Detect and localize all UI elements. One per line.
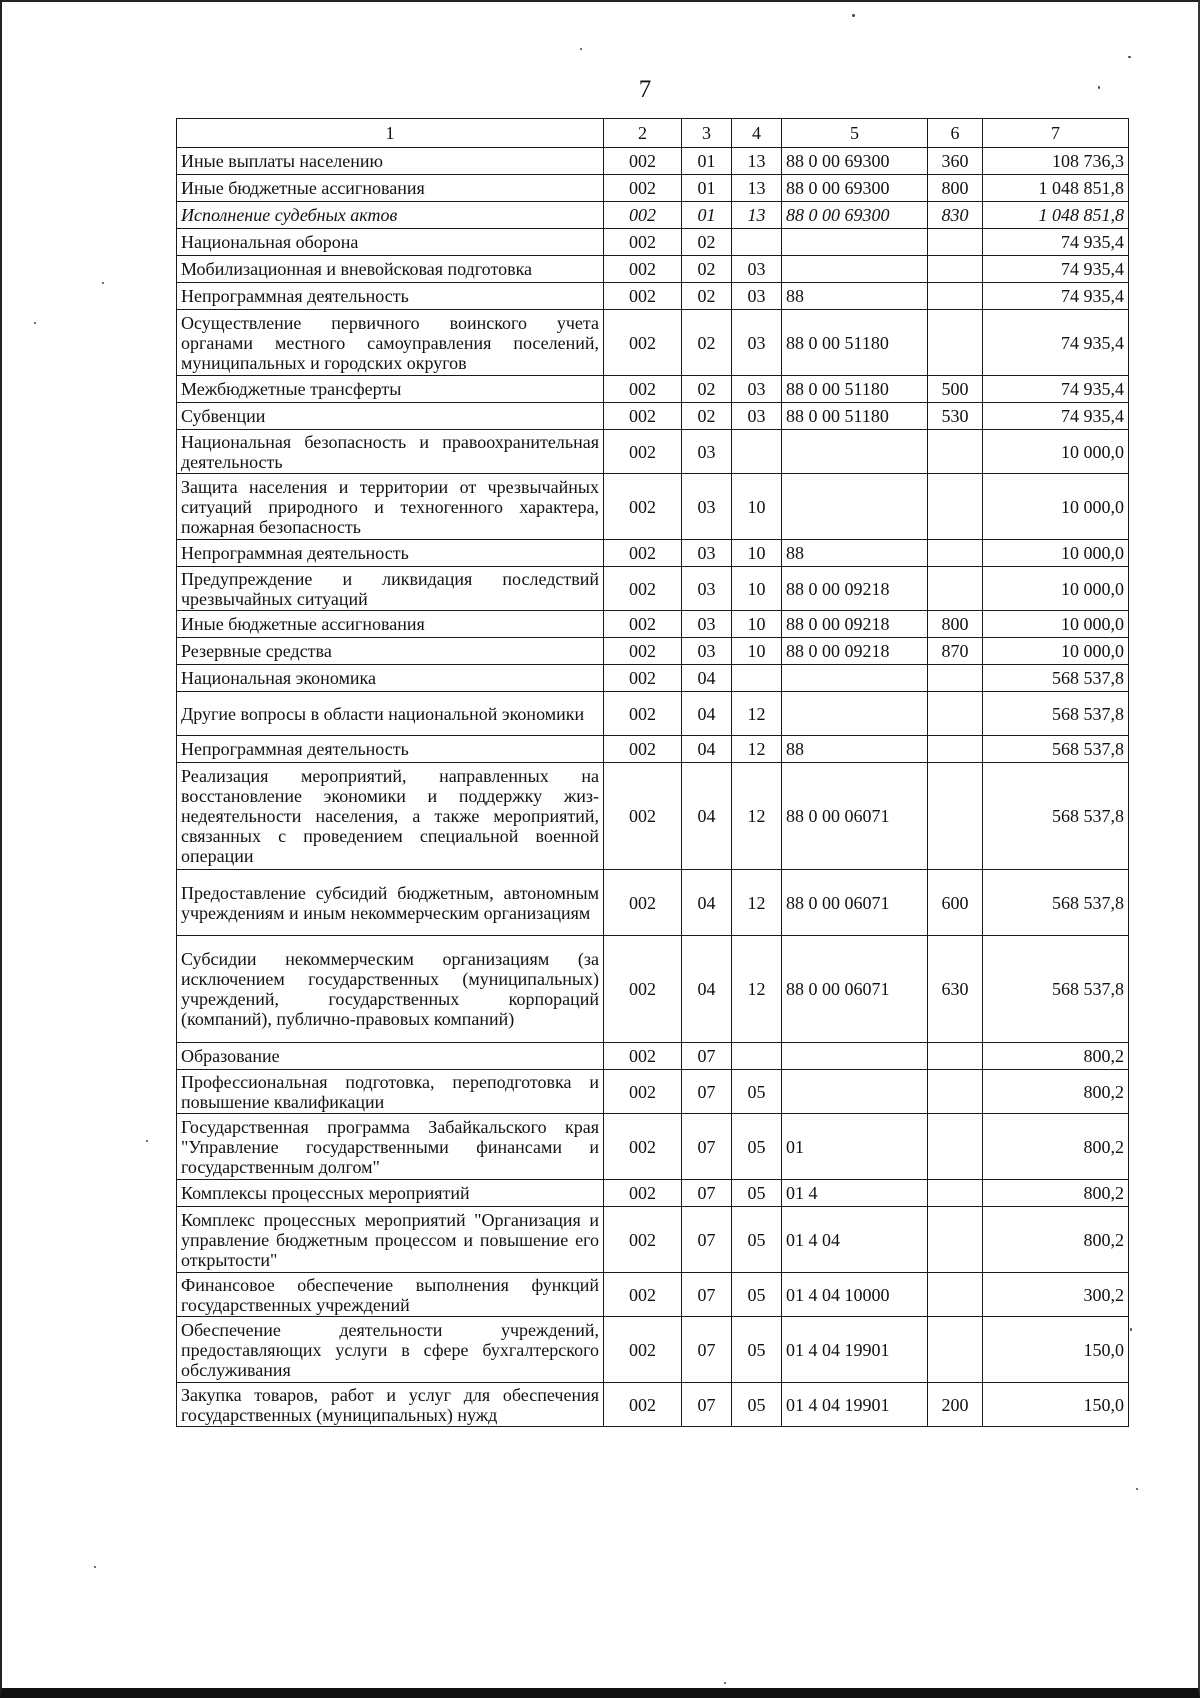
row-admin: 002 [604, 936, 682, 1043]
row-amount: 800,2 [983, 1207, 1129, 1273]
row-target-article: 88 0 00 51180 [782, 403, 928, 430]
row-name: Финансовое обеспечение выполнения функций государственных учреждений [177, 1273, 604, 1317]
row-amount: 1 048 851,8 [983, 202, 1129, 229]
row-expense-type [928, 736, 983, 763]
row-subsection: 12 [732, 936, 782, 1043]
row-target-article [782, 256, 928, 283]
table-row [177, 229, 1129, 256]
row-section: 07 [682, 1070, 732, 1114]
row-subsection: 03 [732, 310, 782, 376]
row-section: 02 [682, 310, 732, 376]
column-header-subsection: 4 [732, 119, 782, 148]
row-target-article [782, 430, 928, 474]
row-admin: 002 [604, 202, 682, 229]
row-subsection: 13 [732, 202, 782, 229]
row-section: 07 [682, 1180, 732, 1207]
row-amount: 74 935,4 [983, 283, 1129, 310]
row-admin: 002 [604, 148, 682, 175]
row-amount: 10 000,0 [983, 567, 1129, 611]
row-name: Комплексы процессных мероприятий [177, 1180, 604, 1207]
row-name: Непрограммная деятельность [177, 283, 604, 310]
row-section: 02 [682, 283, 732, 310]
row-subsection: 03 [732, 256, 782, 283]
row-amount: 10 000,0 [983, 638, 1129, 665]
header-row [177, 119, 1129, 148]
row-section: 02 [682, 376, 732, 403]
row-expense-type [928, 1114, 983, 1180]
row-section: 01 [682, 202, 732, 229]
row-name: Профессиональная подготовка, переподготовка и повышение квалификации [177, 1070, 604, 1114]
table-row [177, 376, 1129, 403]
row-name: Предупреждение и ликвидация последствий чрезвычайных ситуаций [177, 567, 604, 611]
row-expense-type [928, 256, 983, 283]
row-amount: 568 537,8 [983, 692, 1129, 736]
row-expense-type [928, 540, 983, 567]
scan-speck [1128, 56, 1131, 58]
column-header-admin: 2 [604, 119, 682, 148]
row-name: Закупка товаров, работ и услуг для обеспечения государственных (муниципальных) нужд [177, 1383, 604, 1427]
row-expense-type [928, 474, 983, 540]
row-expense-type [928, 310, 983, 376]
row-expense-type [928, 1070, 983, 1114]
table-row [177, 202, 1129, 229]
row-subsection: 10 [732, 540, 782, 567]
row-target-article: 88 0 00 09218 [782, 638, 928, 665]
row-expense-type: 200 [928, 1383, 983, 1427]
row-subsection: 10 [732, 474, 782, 540]
row-subsection: 10 [732, 611, 782, 638]
column-header-target-article: 5 [782, 119, 928, 148]
row-section: 02 [682, 229, 732, 256]
table-row [177, 1273, 1129, 1317]
row-admin: 002 [604, 1114, 682, 1180]
column-header-expense-type: 6 [928, 119, 983, 148]
row-target-article: 88 0 00 09218 [782, 611, 928, 638]
row-section: 02 [682, 403, 732, 430]
row-admin: 002 [604, 283, 682, 310]
row-subsection: 03 [732, 376, 782, 403]
row-target-article [782, 474, 928, 540]
row-admin: 002 [604, 665, 682, 692]
table-row [177, 148, 1129, 175]
column-header-amount: 7 [983, 119, 1129, 148]
row-name: Субвенции [177, 403, 604, 430]
row-amount: 568 537,8 [983, 763, 1129, 870]
row-subsection: 05 [732, 1383, 782, 1427]
row-amount: 74 935,4 [983, 403, 1129, 430]
row-target-article: 01 [782, 1114, 928, 1180]
row-amount: 1 048 851,8 [983, 175, 1129, 202]
table-row [177, 310, 1129, 376]
row-amount: 10 000,0 [983, 430, 1129, 474]
row-target-article: 88 0 00 06071 [782, 763, 928, 870]
row-section: 01 [682, 175, 732, 202]
scan-speck [1136, 1488, 1138, 1490]
row-expense-type [928, 229, 983, 256]
row-section: 07 [682, 1317, 732, 1383]
row-expense-type: 530 [928, 403, 983, 430]
row-amount: 800,2 [983, 1043, 1129, 1070]
row-target-article: 88 0 00 06071 [782, 870, 928, 936]
row-admin: 002 [604, 870, 682, 936]
row-amount: 74 935,4 [983, 376, 1129, 403]
row-subsection: 12 [732, 763, 782, 870]
row-admin: 002 [604, 430, 682, 474]
row-section: 01 [682, 148, 732, 175]
row-admin: 002 [604, 474, 682, 540]
scan-speck [102, 282, 104, 284]
row-target-article: 88 [782, 540, 928, 567]
row-section: 03 [682, 540, 732, 567]
row-expense-type [928, 1043, 983, 1070]
row-amount: 74 935,4 [983, 256, 1129, 283]
row-name: Национальная оборона [177, 229, 604, 256]
row-expense-type [928, 1180, 983, 1207]
row-target-article: 88 0 00 69300 [782, 148, 928, 175]
column-header-name: 1 [177, 119, 604, 148]
table-row [177, 763, 1129, 870]
row-name: Непрограммная деятельность [177, 736, 604, 763]
row-expense-type: 800 [928, 175, 983, 202]
row-section: 04 [682, 692, 732, 736]
row-admin: 002 [604, 256, 682, 283]
row-section: 02 [682, 256, 732, 283]
row-section: 03 [682, 474, 732, 540]
row-target-article: 88 0 00 69300 [782, 202, 928, 229]
row-subsection: 03 [732, 283, 782, 310]
row-subsection [732, 229, 782, 256]
row-amount: 568 537,8 [983, 665, 1129, 692]
row-subsection: 13 [732, 148, 782, 175]
row-target-article: 88 [782, 736, 928, 763]
row-amount: 568 537,8 [983, 736, 1129, 763]
row-name: Непрограммная деятельность [177, 540, 604, 567]
row-admin: 002 [604, 175, 682, 202]
table-row [177, 638, 1129, 665]
row-amount: 74 935,4 [983, 310, 1129, 376]
row-expense-type: 600 [928, 870, 983, 936]
row-admin: 002 [604, 1273, 682, 1317]
row-name: Реализация мероприятий, направленных на восстановление экономики и поддержку жизнедеятельности населения, а также мероприятий, связанных с проведением специальной военной операции [177, 763, 604, 870]
row-admin: 002 [604, 1043, 682, 1070]
row-subsection [732, 1043, 782, 1070]
row-subsection: 10 [732, 638, 782, 665]
table-row [177, 611, 1129, 638]
row-admin: 002 [604, 310, 682, 376]
scan-speck [724, 1682, 726, 1684]
row-section: 04 [682, 736, 732, 763]
row-name: Обеспечение деятельности учреждений, предоставляющих услуги в сфере бухгалтерского обслуживания [177, 1317, 604, 1383]
row-subsection: 12 [732, 870, 782, 936]
row-subsection: 05 [732, 1114, 782, 1180]
row-expense-type [928, 430, 983, 474]
row-target-article [782, 229, 928, 256]
row-admin: 002 [604, 763, 682, 870]
row-target-article [782, 1043, 928, 1070]
scan-speck [1098, 86, 1100, 89]
page-number: 7 [638, 76, 652, 103]
row-subsection: 12 [732, 736, 782, 763]
table-row [177, 1207, 1129, 1273]
row-expense-type: 830 [928, 202, 983, 229]
row-target-article: 01 4 [782, 1180, 928, 1207]
row-subsection: 05 [732, 1070, 782, 1114]
row-section: 03 [682, 611, 732, 638]
row-target-article: 88 0 00 06071 [782, 936, 928, 1043]
row-amount: 568 537,8 [983, 936, 1129, 1043]
row-name: Национальная экономика [177, 665, 604, 692]
row-admin: 002 [604, 567, 682, 611]
row-target-article: 01 4 04 10000 [782, 1273, 928, 1317]
row-expense-type [928, 1207, 983, 1273]
row-target-article: 01 4 04 19901 [782, 1383, 928, 1427]
row-name: Защита населения и территории от чрезвычайных ситуаций природного и техногенного характера, пожарная безопасность [177, 474, 604, 540]
scan-speck [1130, 1328, 1132, 1331]
row-section: 07 [682, 1273, 732, 1317]
row-name: Исполнение судебных актов [177, 202, 604, 229]
budget-table [176, 118, 1129, 1427]
row-expense-type [928, 763, 983, 870]
row-target-article: 88 0 00 69300 [782, 175, 928, 202]
scan-speck [580, 48, 582, 50]
row-admin: 002 [604, 1207, 682, 1273]
row-name: Иные бюджетные ассигнования [177, 175, 604, 202]
column-header-section: 3 [682, 119, 732, 148]
row-name: Резервные средства [177, 638, 604, 665]
row-amount: 800,2 [983, 1180, 1129, 1207]
row-name: Осуществление первичного воинского учета органами местного самоуправления поселений, муниципальных и городских округов [177, 310, 604, 376]
row-amount: 300,2 [983, 1273, 1129, 1317]
row-section: 07 [682, 1207, 732, 1273]
row-subsection: 05 [732, 1273, 782, 1317]
row-name: Национальная безопасность и правоохранительная деятельность [177, 430, 604, 474]
row-admin: 002 [604, 692, 682, 736]
table-row [177, 665, 1129, 692]
row-section: 03 [682, 567, 732, 611]
row-subsection [732, 665, 782, 692]
row-name: Субсидии некоммерческим организациям (за исключением государственных (муниципальных) учреждений, государственных корпораций (компаний), публично-правовых компаний) [177, 936, 604, 1043]
row-section: 07 [682, 1043, 732, 1070]
row-name: Иные выплаты населению [177, 148, 604, 175]
row-expense-type: 800 [928, 611, 983, 638]
table-row [177, 1180, 1129, 1207]
scan-speck [852, 14, 855, 17]
table-row [177, 1114, 1129, 1180]
row-target-article: 88 0 00 09218 [782, 567, 928, 611]
row-amount: 568 537,8 [983, 870, 1129, 936]
table-row [177, 474, 1129, 540]
row-admin: 002 [604, 1070, 682, 1114]
scan-speck [146, 1140, 148, 1142]
table-row [177, 540, 1129, 567]
row-expense-type [928, 1273, 983, 1317]
row-subsection [732, 430, 782, 474]
row-admin: 002 [604, 403, 682, 430]
row-expense-type: 870 [928, 638, 983, 665]
row-subsection: 10 [732, 567, 782, 611]
row-target-article: 88 0 00 51180 [782, 376, 928, 403]
row-subsection: 12 [732, 692, 782, 736]
row-target-article [782, 692, 928, 736]
table-row [177, 936, 1129, 1043]
table-row [177, 1383, 1129, 1427]
table-row [177, 1317, 1129, 1383]
row-admin: 002 [604, 376, 682, 403]
table-row [177, 1070, 1129, 1114]
row-name: Мобилизационная и вневойсковая подготовка [177, 256, 604, 283]
row-subsection: 05 [732, 1317, 782, 1383]
row-target-article: 88 0 00 51180 [782, 310, 928, 376]
row-target-article: 88 [782, 283, 928, 310]
row-admin: 002 [604, 611, 682, 638]
row-target-article [782, 1070, 928, 1114]
row-admin: 002 [604, 638, 682, 665]
row-name: Комплекс процессных мероприятий "Организация и управление бюджетным процессом и повышение его открытости" [177, 1207, 604, 1273]
row-section: 03 [682, 638, 732, 665]
table-row [177, 736, 1129, 763]
row-amount: 74 935,4 [983, 229, 1129, 256]
row-target-article [782, 665, 928, 692]
scan-speck [94, 1566, 96, 1568]
row-target-article: 01 4 04 [782, 1207, 928, 1273]
row-expense-type [928, 283, 983, 310]
row-name: Иные бюджетные ассигнования [177, 611, 604, 638]
row-section: 04 [682, 936, 732, 1043]
table-row [177, 256, 1129, 283]
row-subsection: 05 [732, 1180, 782, 1207]
row-amount: 800,2 [983, 1070, 1129, 1114]
row-amount: 150,0 [983, 1383, 1129, 1427]
row-expense-type: 630 [928, 936, 983, 1043]
row-admin: 002 [604, 540, 682, 567]
row-expense-type: 500 [928, 376, 983, 403]
row-section: 03 [682, 430, 732, 474]
row-amount: 108 736,3 [983, 148, 1129, 175]
row-amount: 10 000,0 [983, 611, 1129, 638]
table-row [177, 403, 1129, 430]
table-row [177, 175, 1129, 202]
row-name: Образование [177, 1043, 604, 1070]
row-expense-type [928, 692, 983, 736]
row-subsection: 05 [732, 1207, 782, 1273]
row-admin: 002 [604, 1383, 682, 1427]
row-name: Государственная программа Забайкальского края "Управление государственными финансами и государственным долгом" [177, 1114, 604, 1180]
row-admin: 002 [604, 1317, 682, 1383]
table-row [177, 870, 1129, 936]
table-row [177, 430, 1129, 474]
row-section: 07 [682, 1114, 732, 1180]
row-name: Другие вопросы в области национальной экономики [177, 692, 604, 736]
row-target-article: 01 4 04 19901 [782, 1317, 928, 1383]
row-amount: 10 000,0 [983, 474, 1129, 540]
table-row [177, 1043, 1129, 1070]
row-expense-type [928, 1317, 983, 1383]
row-amount: 10 000,0 [983, 540, 1129, 567]
row-admin: 002 [604, 1180, 682, 1207]
table-row [177, 567, 1129, 611]
row-section: 04 [682, 665, 732, 692]
row-expense-type: 360 [928, 148, 983, 175]
row-subsection: 13 [732, 175, 782, 202]
row-amount: 800,2 [983, 1114, 1129, 1180]
row-admin: 002 [604, 229, 682, 256]
row-admin: 002 [604, 736, 682, 763]
table-row [177, 283, 1129, 310]
row-expense-type [928, 567, 983, 611]
row-name: Межбюджетные трансферты [177, 376, 604, 403]
scan-speck [34, 322, 36, 324]
row-subsection: 03 [732, 403, 782, 430]
row-amount: 150,0 [983, 1317, 1129, 1383]
row-expense-type [928, 665, 983, 692]
row-section: 04 [682, 763, 732, 870]
row-section: 07 [682, 1383, 732, 1427]
row-name: Предоставление субсидий бюджетным, автономным учреждениям и иным некоммерческим организациям [177, 870, 604, 936]
table-row [177, 692, 1129, 736]
row-section: 04 [682, 870, 732, 936]
